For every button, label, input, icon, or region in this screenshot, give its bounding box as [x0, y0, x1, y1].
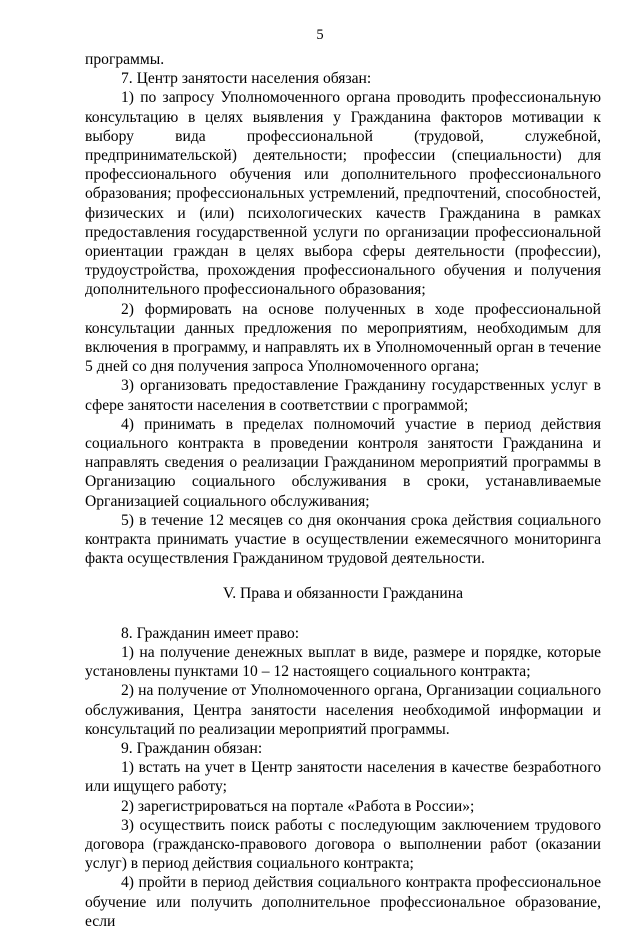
paragraph-clause-7: 7. Центр занятости населения обязан:	[121, 70, 372, 88]
paragraph-clause-8-item-1: 1) на получение денежных выплат в виде, размере и порядке, которые установлены пунктами 10 – 12 настоящего социального контракта;	[85, 643, 601, 681]
paragraph-clause-7-item-1: 1) по запросу Уполномоченного органа проводить профессиональную консультацию в целях выявления у Гражданина факторов мотивации к выбору вида профессиональной (трудовой, служебной, предпринимательской) деятельности; профессии (специальности) для профессионального обучения или дополнительного профессионального образования; профессиональных устремлений, предпочтений, способностей, физических и (или) психологических качеств Гражданина в рамках предоставления государственной услуги по организации профессиональной ориентации граждан в целях выбора сферы деятельности (профессии), трудоустройства, прохождения профессионального обучения и получения дополнительного профессионального образования;	[85, 89, 601, 299]
paragraph-clause-7-item-3: 3) организовать предоставление Гражданину государственных услуг в сфере занятости населения в соответствии с программой;	[85, 377, 601, 414]
paragraph-clause-9-item-2: 2) зарегистрироваться на портале «Работа в России»;	[121, 797, 475, 815]
paragraph-clause-9-item-3: 3) осуществить поиск работы с последующим заключением трудового договора (гражданско-правового договора о выполнении работ (оказании услуг) в период действия социального контракта;	[85, 816, 601, 873]
paragraph-clause-9: 9. Гражданин обязан:	[121, 739, 263, 757]
section-heading: V. Права и обязанности Гражданина	[222, 585, 464, 603]
paragraph-continuation: программы.	[85, 51, 165, 68]
paragraph-clause-9-item-1: 1) встать на учет в Центр занятости населения в качестве безработного или ищущего работу;	[85, 759, 601, 796]
paragraph-clause-7-item-5: 5) в течение 12 месяцев со дня окончания срока действия социального контракта принимать участие в осуществлении ежемесячного мониторинга факта осуществления Гражданином трудовой деятельности.	[85, 511, 601, 568]
paragraph-clause-9-item-4: 4) пройти в период действия социального контракта профессиональное обучение или получить дополнительное профессиональное образование, если	[85, 874, 601, 930]
paragraph-clause-7-item-2: 2) формировать на основе полученных в ходе профессиональной консультации данных предложения по мероприятиям, необходимым для включения в программу, и направлять их в Уполномоченный орган в течение 5 дней со дня получения запроса Уполномоченного органа;	[85, 300, 601, 376]
page-number: 5	[316, 27, 324, 43]
paragraph-clause-8-item-2: 2) на получение от Уполномоченного органа, Организации социального обслуживания, Центра занятости населения необходимой информации и консультаций по реализации мероприятий программы.	[85, 682, 601, 738]
paragraph-clause-8: 8. Гражданин имеет право:	[121, 624, 300, 642]
paragraph-clause-7-item-4: 4) принимать в пределах полномочий участие в период действия социального контракта в проведении контроля занятости Гражданина и направлять сведения о реализации Гражданином мероприятий программы в Организацию социального обслуживания в сроки, устанавливаемые Организацией социального обслуживания;	[85, 415, 601, 510]
document-body	[85, 50, 601, 931]
